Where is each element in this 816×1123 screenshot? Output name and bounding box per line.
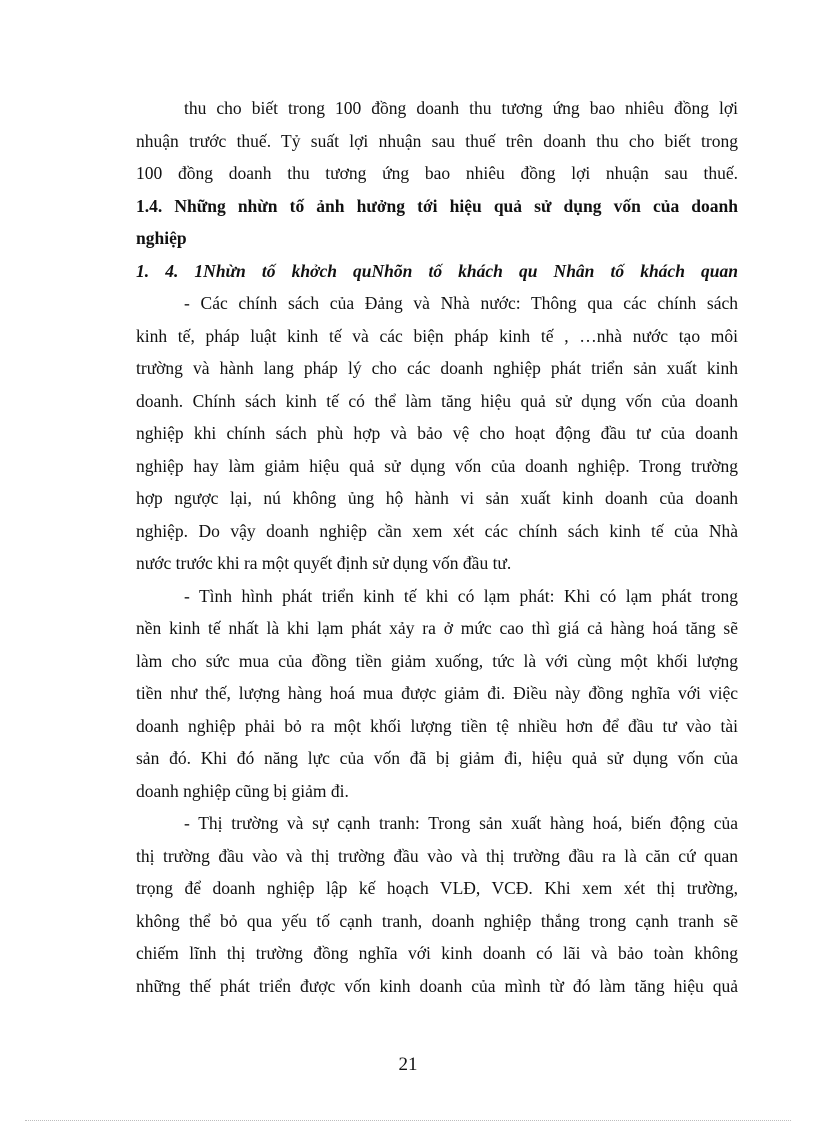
text-line: - Các chính sách của Đảng và Nhà nước: Thông qua các chính sách [184, 293, 738, 313]
text-line: doanh nghiệp phải bỏ ra một khối lượng tiền tệ nhiều hơn để đầu tư vào tài [136, 715, 738, 736]
text-line: doanh nghiệp cũng bị giảm đi. [136, 780, 349, 801]
text-line: hợp ngược lại, nú không ủng hộ hành vi sản xuất kinh doanh của doanh [136, 488, 738, 508]
subsection-heading-line: 1. 4. 1Nhừn tố khởch quNhõn tố khách qu Nhân tố khách quan [136, 260, 738, 281]
text-line: thị trường đầu vào và thị trường đầu vào và thị trường đầu ra là căn cứ quan [136, 845, 738, 866]
text-line: những thế phát triển được vốn kinh doanh của mình từ đó làm tăng hiệu quả [136, 975, 738, 996]
text-line: chiếm lĩnh thị trường đồng nghĩa với kinh doanh có lãi và bảo toàn không [136, 943, 738, 963]
text-line: doanh. Chính sách kinh tế có thể làm tăng hiệu quả sử dụng vốn của doanh [136, 390, 738, 411]
text-line: nền kinh tế nhất là khi lạm phát xảy ra ở mức cao thì giá cả hàng hoá tăng sẽ [136, 618, 738, 638]
text-line: nghiệp hay làm giảm hiệu quả sử dụng vốn của doanh nghiệp. Trong trường [136, 455, 738, 476]
text-line: tiền như thế, lượng hàng hoá mua được giảm đi. Điều này đồng nghĩa với việc [136, 683, 738, 703]
section-heading-line: nghiệp [136, 228, 187, 248]
text-line: làm cho sức mua của đồng tiền giảm xuống, tức là với cùng một khối lượng [136, 650, 738, 671]
page-body [136, 92, 738, 1002]
text-line: nghiệp khi chính sách phù hợp và bảo vệ cho hoạt động đầu tư của doanh [136, 423, 738, 443]
text-line: - Tình hình phát triển kinh tế khi có lạm phát: Khi có lạm phát trong [184, 585, 738, 606]
text-line: nhuận trước thuế. Tỷ suất lợi nhuận sau thuế trên doanh thu cho biết trong [136, 130, 738, 151]
page-bottom-divider [25, 1120, 791, 1121]
text-line: trường và hành lang pháp lý cho các doanh nghiệp phát triển sản xuất kinh [136, 358, 738, 378]
text-line: nước trước khi ra một quyết định sử dụng vốn đầu tư. [136, 553, 512, 573]
page-number: 21 [398, 1054, 418, 1075]
text-line: 100 đồng doanh thu tương ứng bao nhiêu đồng lợi nhuận sau thuế. [136, 163, 738, 183]
text-line: sản đó. Khi đó năng lực của vốn đã bị giảm đi, hiệu quả sử dụng vốn của [136, 748, 738, 768]
section-heading-line: 1.4. Những nhừn tố ảnh hưởng tới hiệu quả sử dụng vốn của doanh [136, 195, 738, 216]
text-line: không thể bỏ qua yếu tố cạnh tranh, doanh nghiệp thắng trong cạnh tranh sẽ [136, 910, 738, 931]
text-line: nghiệp. Do vậy doanh nghiệp cần xem xét các chính sách kinh tế của Nhà [136, 520, 738, 541]
text-line: trọng để doanh nghiệp lập kế hoạch VLĐ, VCĐ. Khi xem xét thị trường, [136, 878, 738, 898]
text-line: - Thị trường và sự cạnh tranh: Trong sản xuất hàng hoá, biến động của [184, 813, 738, 833]
text-line: kinh tế, pháp luật kinh tế và các biện pháp kinh tế , …nhà nước tạo môi [136, 325, 738, 346]
text-line: thu cho biết trong 100 đồng doanh thu tương ứng bao nhiêu đồng lợi [184, 98, 738, 118]
